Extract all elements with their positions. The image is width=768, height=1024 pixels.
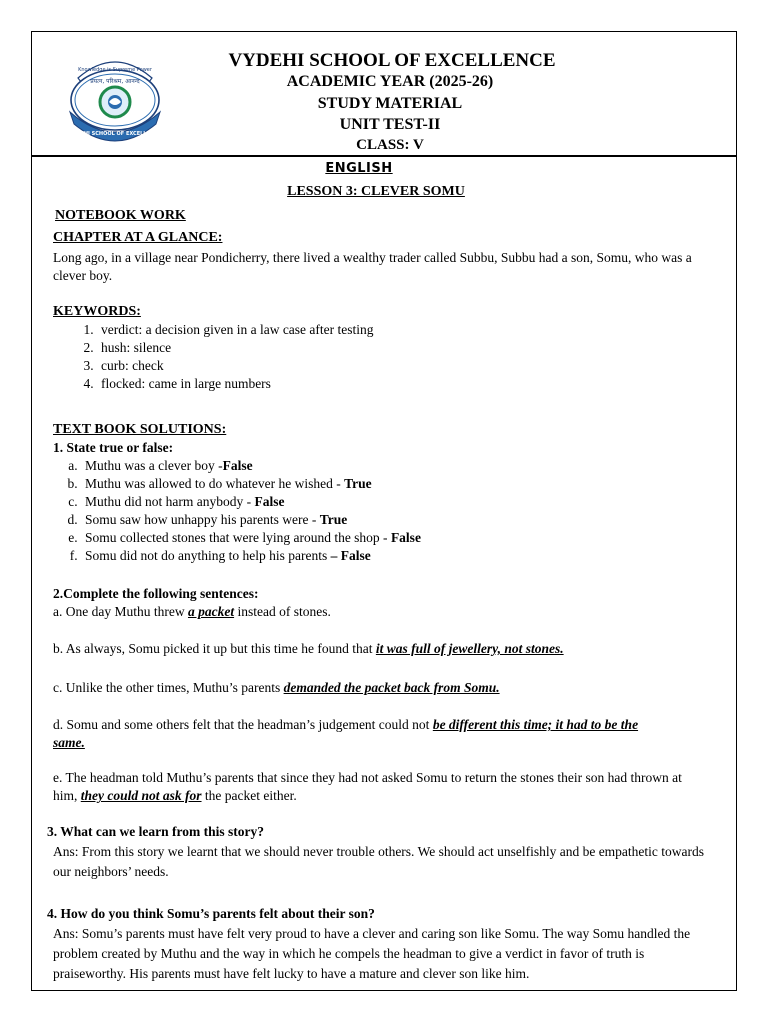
q3-section [47,822,707,882]
keywords-list [53,321,713,393]
tf-item: a. Muthu was a clever boy -False [81,457,713,475]
fill-answer: demanded the packet back from Somu. [283,680,500,695]
logo-motto: प्रयत्न, परिश्रम, आनन्द [90,78,140,85]
glance-text: Long ago, in a village near Pondicherry, there lived a wealthy trader called Subbu, Subbu had a son, Somu, who was a clever boy. [53,250,692,283]
q2-b: b. As always, Somu picked it up but this time he found that it was full of jewellery, not stones. [53,641,564,656]
unit-test-title: UNIT TEST-II [339,116,441,133]
fill-answer: a packet [187,604,235,619]
fill-answer: they could not ask for [80,788,202,803]
glance-heading: CHAPTER AT A GLANCE: [53,230,223,245]
solutions-section [53,421,713,565]
keyword-item: 3. curb: check [97,357,713,375]
q1-title: 1. State true or false: [53,440,174,455]
solutions-heading: TEXT BOOK SOLUTIONS: [53,422,227,437]
tf-answer: False [390,530,421,545]
tf-item: b. Muthu was allowed to do whatever he wished - True [81,475,713,493]
header-divider [31,155,737,157]
tf-answer: True [344,476,372,491]
tf-item: f. Somu did not do anything to help his parents – False [81,547,713,565]
glance-section [53,229,713,285]
q3-title: 3. What can we learn from this story? [47,824,264,839]
academic-year: ACADEMIC YEAR (2025-26) [286,73,494,90]
class-label: CLASS: V [356,137,424,153]
lesson-title: LESSON 3: CLEVER SOMU [287,184,465,199]
keyword-item: 4. flocked: came in large numbers [97,375,713,393]
q4-answer: Ans: Somu’s parents must have felt very proud to have a clever and caring son like Somu. The way Somu handled the problem created by Muthu and the way in which he compels the headman to give a verdict in favor of truth is praiseworthy. His parents must have felt lucky to have a mature and clever son like him. [53,926,691,981]
q4-title: 4. How do you think Somu’s parents felt about their son? [47,906,375,921]
study-material-title: STUDY MATERIAL [317,95,463,112]
keywords-section [53,303,713,393]
tf-answer: True [319,512,348,527]
logo-top-text: Knowledge is Supreme Power [78,67,152,73]
q2-d: d. Somu and some others felt that the headman’s judgement could not be different this time; it had to be the same. [53,717,639,750]
subject-title: ENGLISH [325,161,393,176]
q2-e: e. The headman told Muthu’s parents that since they had not asked Somu to return the stones their son had thrown at him, they could not ask for the packet either. [53,770,682,803]
fill-answer: it was full of jewellery, not stones. [375,641,564,656]
tf-item: e. Somu collected stones that were lying around the shop - False [81,529,713,547]
tf-answer: False [254,494,285,509]
logo-bottom-text: VYDEHI SCHOOL OF EXCELLENCE [68,131,162,137]
notebook-work-heading: NOTEBOOK WORK [55,208,186,223]
keyword-item: 1. verdict: a decision given in a law case after testing [97,321,713,339]
q4-section [47,904,719,984]
tf-item: d. Somu saw how unhappy his parents were - True [81,511,713,529]
q2-title: 2.Complete the following sentences: [53,586,259,601]
tf-item: c. Muthu did not harm anybody - False [81,493,713,511]
q2-section [53,585,713,621]
tf-answer: False [222,458,253,473]
keywords-heading: KEYWORDS: [53,304,141,319]
q2-c: c. Unlike the other times, Muthu’s parents demanded the packet back from Somu. [53,680,500,695]
q3-answer: Ans: From this story we learnt that we should never trouble others. We should act unselfishly and be empathetic towards our neighbors’ needs. [53,844,705,879]
q2-a: a. One day Muthu threw a packet instead of stones. [53,604,331,619]
keyword-item: 2. hush: silence [97,339,713,357]
school-name: VYDEHI SCHOOL OF EXCELLENCE [228,50,556,71]
tf-answer: – False [330,548,371,563]
true-false-list [53,457,713,565]
fill-answer: be different this time; it had to be the same. [53,717,639,750]
